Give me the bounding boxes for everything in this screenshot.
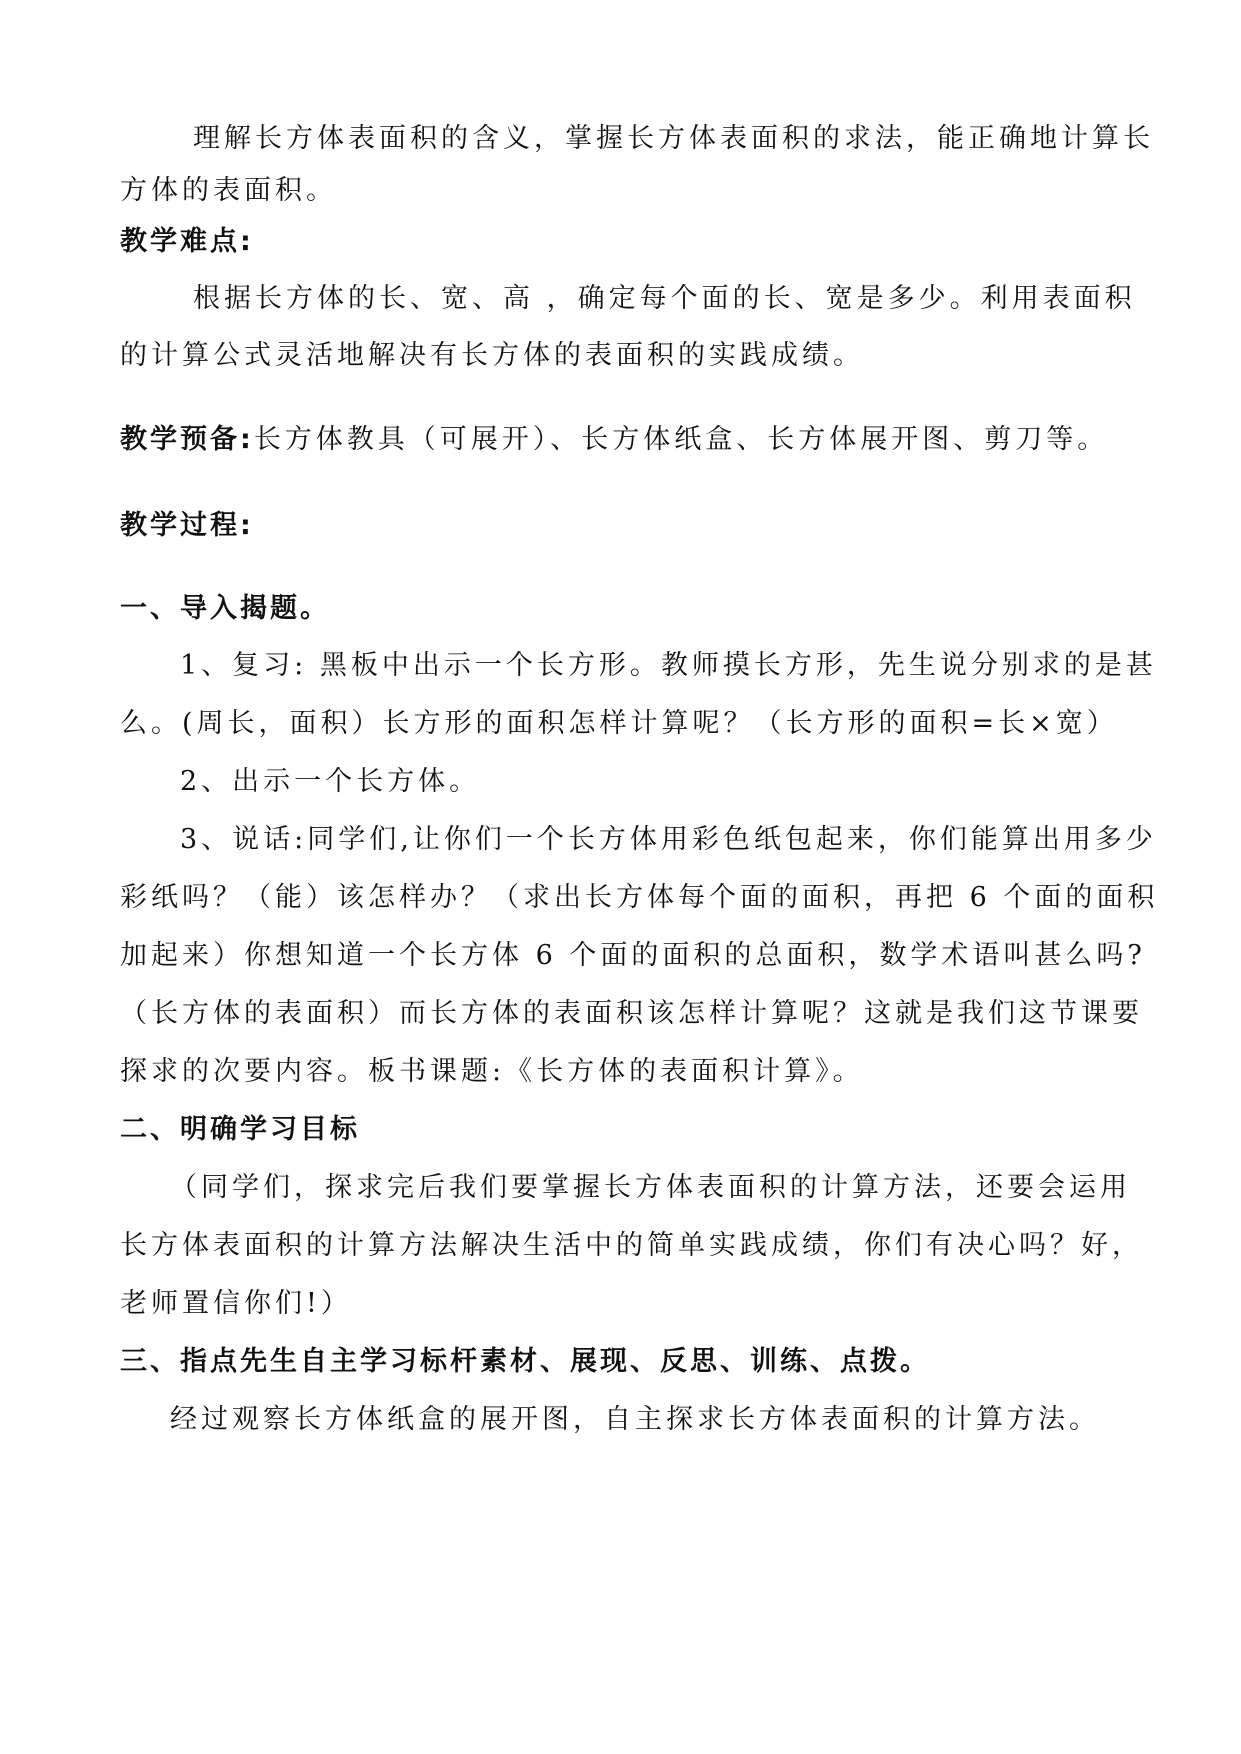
section-heading-3: 三、指点先生自主学习标杆素材、展现、反思、训练、点拨。: [120, 1346, 930, 1377]
paragraph-line: 3、说话:同学们,让你们一个长方体用彩色纸包起来，你们能算出用多少: [180, 824, 1157, 855]
paragraph-line: 经过观察长方体纸盒的展开图，自主探求长方体表面积的计算方法。: [170, 1404, 1100, 1435]
paragraph-line: 的计算公式灵活地解决有长方体的表面积的实践成绩。: [120, 340, 864, 371]
paragraph-line: 1、复习: 黑板中出示一个长方形。教师摸长方形，先生说分别求的是甚: [180, 650, 1157, 681]
prep-line: [120, 420, 1130, 460]
paragraph-line: 长方体表面积的计算方法解决生活中的简单实践成绩，你们有决心吗？好，: [120, 1230, 1143, 1261]
paragraph-line: 彩纸吗？（能）该怎样办？（求出长方体每个面的面积，再把 6 个面的面积: [120, 882, 1159, 913]
paragraph-line: （长方体的表面积）而长方体的表面积该怎样计算呢？这就是我们这节课要: [120, 998, 1143, 1029]
paragraph-line: 加起来）你想知道一个长方体 6 个面的面积的总面积，数学术语叫甚么吗?: [120, 940, 1146, 971]
paragraph-line: 么。(周长，面积）长方形的面积怎样计算呢？（长方形的面积=长×宽）: [120, 708, 1118, 739]
paragraph-line: 老师置信你们!）: [120, 1288, 352, 1319]
paragraph-line: 探求的次要内容。板书课题:《长方体的表面积计算》。: [120, 1056, 864, 1087]
prep-label: 教学预备:: [120, 424, 254, 455]
paragraph-line: 方体的表面积。: [120, 175, 337, 206]
paragraph-line: 2、出示一个长方体。: [180, 766, 481, 797]
paragraph-line: 根据长方体的长、宽、高 ，确定每个面的长、宽是多少。利用表面积: [193, 283, 1136, 314]
section-heading-difficulty: 教学难点:: [120, 226, 254, 257]
section-heading-process: 教学过程:: [120, 510, 254, 541]
paragraph-line: （同学们，探求完后我们要掌握长方体表面积的计算方法，还要会运用: [170, 1172, 1131, 1203]
prep-text: 长方体教具（可展开）、长方体纸盒、长方体展开图、剪刀等。: [253, 424, 1109, 455]
paragraph-line: 理解长方体表面积的含义，掌握长方体表面积的求法，能正确地计算长: [193, 123, 1154, 154]
section-heading-1: 一、导入揭题。: [120, 593, 330, 624]
section-heading-2: 二、明确学习目标: [120, 1114, 360, 1145]
